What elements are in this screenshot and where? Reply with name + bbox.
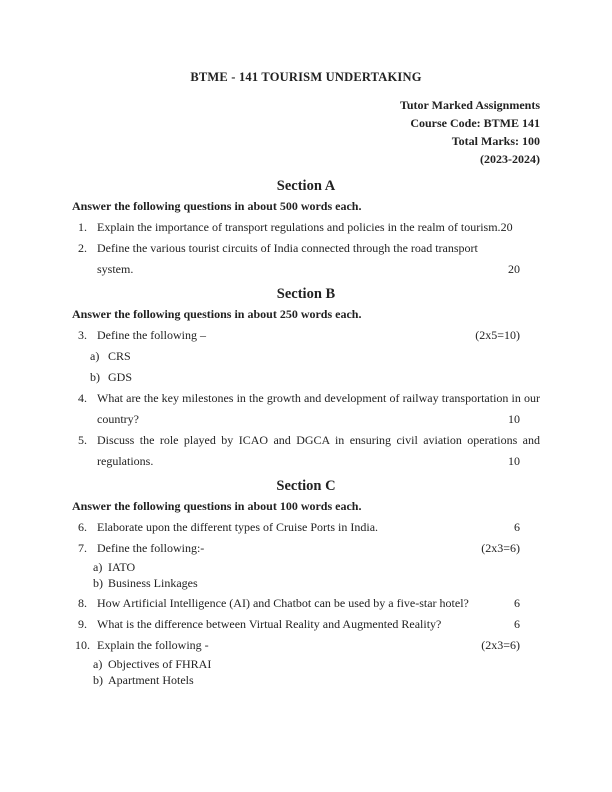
question-2-text: Define the various tourist circuits of India connected through the road transport system. — [97, 241, 478, 276]
question-9-text: What is the difference between Virtual Reality and Augmented Reality? — [97, 617, 442, 631]
question-6-text: Elaborate upon the different types of Cruise Ports in India. — [97, 520, 379, 534]
question-4-text: What are the key milestones in the growth and development of railway transportation in our country? — [97, 391, 540, 426]
question-7 — [72, 538, 540, 591]
question-1-number: 1. — [78, 220, 87, 234]
question-1-line — [72, 217, 540, 238]
question-3-subitem-b-text: GDS — [108, 370, 133, 384]
question-5-marks: 10 — [508, 454, 520, 468]
header-assignment-type: Tutor Marked Assignments — [399, 98, 540, 112]
question-10-line — [72, 635, 540, 656]
question-6-number: 6. — [78, 520, 87, 534]
section-a-instruction: Answer the following questions in about 500 words each. — [72, 199, 362, 213]
question-4-line — [72, 388, 540, 430]
question-7-subitems — [72, 559, 540, 591]
question-2-number: 2. — [78, 241, 87, 255]
question-3-subitem-a-label: a) — [90, 349, 100, 363]
question-7-subitem-a-label: a) — [93, 560, 103, 574]
question-3-text: Define the following – — [97, 328, 206, 342]
question-10-number: 10. — [75, 638, 90, 652]
section-c-heading: Section C — [276, 478, 336, 494]
question-3-subitem-a-text: CRS — [108, 349, 131, 363]
question-9-line — [72, 614, 540, 635]
section-a-heading: Section A — [276, 178, 336, 194]
question-2-marks: 20 — [508, 262, 520, 276]
question-10-subitem-a-label: a) — [93, 657, 103, 671]
section-c-instruction: Answer the following questions in about 100 words each. — [72, 499, 362, 513]
question-8-text: How Artificial Intelligence (AI) and Chatbot can be used by a five-star hotel? — [97, 596, 469, 610]
question-7-subitem-a — [72, 559, 540, 575]
question-4-marks: 10 — [508, 412, 520, 426]
question-1-marks: 20 — [500, 220, 513, 234]
question-3-subitem-b-label: b) — [90, 370, 100, 384]
question-8-marks: 6 — [514, 596, 520, 610]
assignment-header-block — [72, 96, 540, 168]
question-6 — [72, 517, 540, 538]
page-content — [72, 66, 540, 688]
section-b-instruction: Answer the following questions in about 250 words each. — [72, 307, 362, 321]
question-10-subitem-b — [72, 672, 540, 688]
question-3-subitems — [72, 346, 540, 388]
question-6-line — [72, 517, 540, 538]
question-7-line — [72, 538, 540, 559]
question-7-marks: (2x3=6) — [481, 541, 520, 555]
question-5-number: 5. — [78, 433, 87, 447]
question-3-subitem-a — [72, 346, 540, 367]
question-7-subitem-a-text: IATO — [108, 560, 136, 574]
question-8-line — [72, 593, 540, 614]
question-10 — [72, 635, 540, 688]
question-3 — [72, 325, 540, 388]
question-4 — [72, 388, 540, 430]
question-2 — [72, 238, 540, 280]
question-3-line — [72, 325, 540, 346]
question-10-subitem-b-label: b) — [93, 673, 103, 687]
question-1 — [72, 217, 540, 238]
question-9-number: 9. — [78, 617, 87, 631]
question-10-subitems — [72, 656, 540, 688]
question-8 — [72, 593, 540, 614]
document-title: BTME - 141 TOURISM UNDERTAKING — [190, 70, 422, 84]
question-6-marks: 6 — [514, 520, 520, 534]
question-8-number: 8. — [78, 596, 87, 610]
question-7-subitem-b-label: b) — [93, 576, 103, 590]
question-5-text: Discuss the role played by ICAO and DGCA in ensuring civil aviation operations and regulations. — [97, 433, 540, 468]
question-5 — [72, 430, 540, 472]
question-10-text: Explain the following - — [97, 638, 209, 652]
question-2-line — [72, 238, 540, 280]
question-9-marks: 6 — [514, 617, 520, 631]
question-4-number: 4. — [78, 391, 87, 405]
header-total-marks: Total Marks: 100 — [451, 134, 540, 148]
question-7-number: 7. — [78, 541, 87, 555]
header-session-year: (2023-2024) — [480, 152, 540, 166]
question-7-subitem-b-text: Business Linkages — [108, 576, 198, 590]
section-b-heading: Section B — [276, 286, 336, 302]
question-10-subitem-a — [72, 656, 540, 672]
question-10-subitem-b-text: Apartment Hotels — [108, 673, 194, 687]
question-5-line — [72, 430, 540, 472]
question-3-number: 3. — [78, 328, 87, 342]
question-3-subitem-b — [72, 367, 540, 388]
question-3-marks: (2x5=10) — [475, 328, 520, 342]
question-10-subitem-a-text: Objectives of FHRAI — [108, 657, 212, 671]
question-10-marks: (2x3=6) — [481, 638, 520, 652]
question-1-text: Explain the importance of transport regulations and policies in the realm of tourism. — [97, 220, 501, 234]
header-course-code: Course Code: BTME 141 — [410, 116, 540, 130]
question-7-subitem-b — [72, 575, 540, 591]
question-9 — [72, 614, 540, 635]
question-7-text: Define the following:- — [97, 541, 205, 555]
